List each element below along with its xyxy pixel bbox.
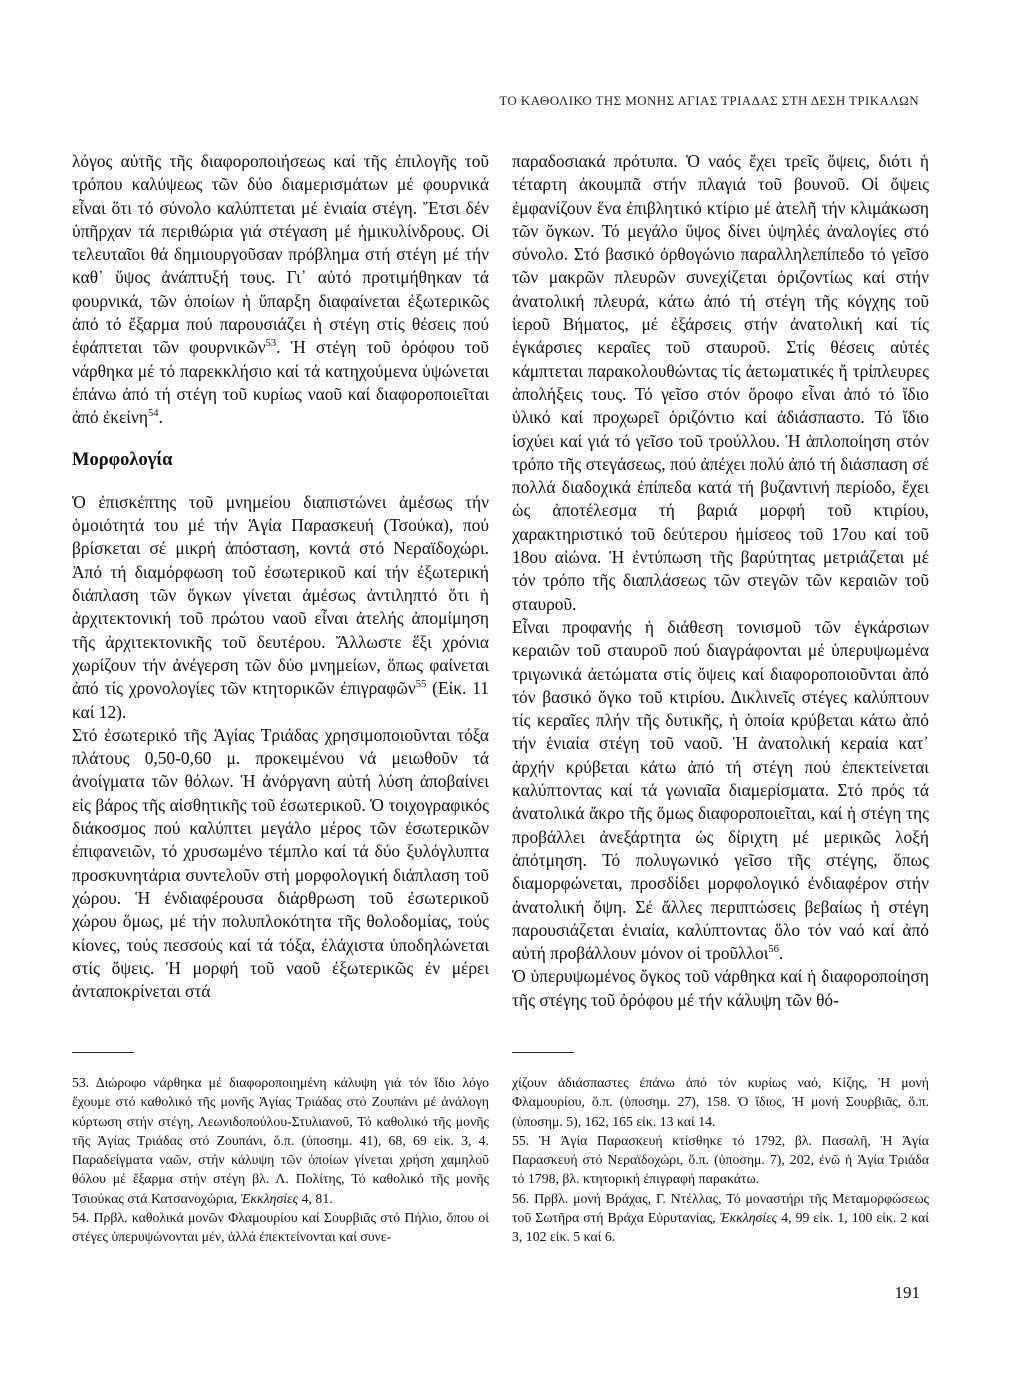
running-head: ΤΟ ΚΑΘΟΛΙΚΟ ΤΗΣ ΜΟΝΗΣ ΑΓΙΑΣ ΤΡΙΑΔΑΣ ΣΤΗ ΔΕΣΗ ΤΡΙΚΑΛΩΝ	[499, 93, 919, 108]
footnotes-left	[72, 1073, 489, 1247]
footnote-text: 53. Διώροφο νάρθηκα μέ διαφοροποιημένη κάλυψη γιά τόν ἴδιο λόγο ἔχουμε στό καθολικό τῆς μονῆς Ἁγίας Τριάδας στό Ζουπάνι μέ ἀνάλογη κύρτωση στήν στέγη, Λεωνιδοπούλου-Στυλιανοῦ, Τό καθολικό τῆς μονῆς τῆς Ἁγίας Τριάδας στό Ζουπάνι, ὅ.π. (ὑποσημ. 41), 68, 69 εἰκ. 3, 4. Παραδείγματα ναῶν, στήν κάλυψη τῶν ὁποίων γίνεται χρήση χαμηλοῦ θόλου μέ ἔξαρμα στήν στέγη βλ. Λ. Πολίτης, Τό καθολικό τῆς μονῆς Τσιούκας στά Κατσανοχώρια,	[72, 1075, 489, 1206]
footnote-ref-54[interactable]: 54	[147, 408, 159, 420]
footnote-56	[512, 1189, 929, 1247]
paragraph	[512, 965, 929, 1012]
left-column	[72, 150, 489, 1003]
journal-title: Ἐκκλησίες	[719, 1210, 778, 1226]
journal-title: Ἐκκλησίες	[240, 1190, 299, 1206]
paragraph-text: Στό ἐσωτερικό τῆς Ἁγίας Τριάδας χρησιμοποιοῦνται τόξα πλάτους 0,50-0,60 μ. προκειμένου νά μειωθοῦν τά ἀνοίγματα τῶν θόλων. Ἡ ἀνόργανη αὐτή λύση ἀποβαίνει εἰς βάρος τῆς αἰσθητικῆς τοῦ ἐσωτερικοῦ. Ὁ τοιχογραφικός διάκοσμος πού καλύπτει μεγάλο μέρος τῶν ἐσωτερικῶν ἐπιφανειῶν, τό χρυσωμένο τέμπλο καί τά δύο ξυλόγλυπτα προσκυνητάρια συντελοῦν στή μορφολογική διάπλαση τοῦ χώρου. Ἡ ἐνδιαφέρουσα διάρθρωση τοῦ ἐσωτερικοῦ χώρου ὅμως, μέ τήν πολυπλοκότητα τῆς θολοδομίας, τούς κίονες, τούς πεσσούς καί τά τόξα, ἐλάχιστα ὑποδηλώνεται στίς ὄψεις. Ἡ μορφή τοῦ ναοῦ ἐξωτερικῶς ἐν μέρει ἀνταποκρίνεται στά	[72, 724, 489, 1002]
footnote-54-continued: χίζουν ἀδιάσπαστες ἐπάνω ἀπό τόν κυρίως ναό, Κίζης, Ἡ μονή Φλαμουρίου, ὅ.π. (ὑποσημ. 27), 158. Ὁ ἴδιος, Ἡ μονή Σουρβιᾶς, ὅ.π. (ὑποσημ. 5), 162, 165 εἰκ. 13 καί 14.	[512, 1075, 929, 1129]
footnote-53	[72, 1073, 489, 1208]
right-column	[512, 150, 929, 1012]
paragraph-text: .	[778, 943, 784, 964]
footnote-ref-53[interactable]: 53	[265, 338, 277, 350]
footnote-rule	[512, 1052, 574, 1053]
paragraph	[512, 150, 929, 616]
paragraph-text: λόγος αὐτῆς τῆς διαφοροποιήσεως καί τῆς ἐπιλογῆς τοῦ τρόπου καλύψεως τῶν δύο διαμερισμάτων μέ φουρνικά εἶναι ὅτι τό σύνολο καλύπτεται μέ ἑνιαία στέγη. Ἔτσι δέν ὑπῆρχαν τά περιθώρια γιά στέγαση μέ ἡμικυλίνδρους. Οἱ τελευταῖοι θά δημιουργοῦσαν πρόβλημα στή στέγη μέ τήν καθ᾽ ὕψος ἀνάπτυξή τους. Γι᾽ αὐτό προτιμήθηκαν τά φουρνικά, τῶν ὁποίων ἡ ὕπαρξη διαφαίνεται ἐξωτερικῶς ἀπό τό ἔξαρμα πού παρουσιάζει ἡ στέγη στίς θέσεις πού ἐφάπτεται τῶν φουρνικῶν	[72, 151, 489, 358]
paragraph-text: παραδοσιακά πρότυπα. Ὁ ναός ἔχει τρεῖς ὄψεις, διότι ἡ τέταρτη ἀκουμπᾶ στήν πλαγιά τοῦ βουνοῦ. Οἱ ὄψεις ἐμφανίζουν ἕνα ἐπιβλητικό κτίριο μέ ἀτελῆ τήν κλιμάκωση τῶν ὄγκων. Τό μεγάλο ὕψος δίνει ὑψηλές ἀναλογίες στό σύνολο. Στό βασικό ὀρθογώνιο παραλληλεπίπεδο τό γεῖσο τῶν μακρῶν πλευρῶν συνεχίζεται ὁριζοντίως καί στήν ἀνατολική πλευρά, κάτω ἀπό τή στέγη τῆς κόγχης τοῦ ἱεροῦ Βήματος, μέ ἐξάρσεις στήν ἀνατολική καί τίς ἐγκάρσιες κεραῖες τοῦ σταυροῦ. Στίς θέσεις αὐτές κάμπτεται παρακολουθώντας τίς ἀετωματικές ἤ τρίπλευρες ἀπολήξεις τους. Τό γεῖσο στόν ὄροφο εἶναι ἀπό τό ἴδιο ὑλικό καί προχωρεῖ ὁριζόντιο καί ἀδιάσπαστο. Τό ἴδιο ἰσχύει καί γιά τό γεῖσο τοῦ τρούλλου. Ἡ ἁπλοποίηση στόν τρόπο τῆς στεγάσεως, πού ἀπέχει πολύ ἀπό τή διάσπαση σέ πολλά διαδοχικά ἐπίπεδα κατά τή βυζαντινή περίοδο, ἔχει ὡς ἀποτέλεσμα τή βαριά μορφή τοῦ κτιρίου, χαρακτηριστικό τοῦ δεύτερου ἡμίσεος τοῦ 17ου καί τοῦ 18ου αἰώνα. Ἡ ἐντύπωση τῆς βαρύτητας μετριάζεται μέ τόν τρόπο τῆς διαπλάσεως τῶν στεγῶν τῶν κεραιῶν τοῦ σταυροῦ.	[512, 151, 929, 614]
paragraph-text: (Εἰκ. 11 καί 12).	[72, 678, 489, 722]
paragraph-text: Ὁ ὑπερυψωμένος ὄγκος τοῦ νάρθηκα καί ἡ διαφοροποίηση τῆς στέγης τοῦ ὀρόφου μέ τήν κάλυψη τῶν θό-	[512, 966, 929, 1010]
paragraph	[72, 150, 489, 430]
paragraph-text: Εἶναι προφανής ἡ διάθεση τονισμοῦ τῶν ἐγκάρσιων κεραιῶν τοῦ σταυροῦ πού διαγράφονται μέ ὑπερυψωμένα τριγωνικά ἀετώματα στίς ὄψεις καί διαφοροποιοῦνται ἀπό τόν βασικό ὄγκο τοῦ κτιρίου. Δικλινεῖς στέγες καλύπτουν τίς κεραῖες πλήν τῆς δυτικῆς, ἡ ὁποία κρύβεται κάτω ἀπό τήν ἑνιαία στέγη τοῦ ναοῦ. Ἡ ἀνατολική κεραία κατ᾽ ἀρχήν κρύβεται κάτω ἀπό τή στέγη πού ἐπεκτείνεται καλύπτοντας καί τά γωνιαῖα διαμερίσματα. Στό πρός τά ἀνατολικά ἄκρο τῆς ὅμως διαφοροποιεῖται, καί ἡ στέγη της προβάλλει ἀνεξάρτητα ὡς δίριχτη μέ μερικῶς λοξή ἀπότμηση. Τό πολυγωνικό γεῖσο τῆς στέγης, ὅπως διαμορφώνεται, προσδίδει μορφολογικό ἐνδιαφέρον στήν ἀνατολική ὄψη. Σέ ἄλλες περιπτώσεις βεβαίως ἡ στέγη παρουσιάζεται ἑνιαία, καλύπτοντας ὅλο τόν ναό καί ἀπό αὐτή προβάλλουν μόνον οἱ τροῦλλοι	[512, 616, 929, 964]
footnote-ref-55[interactable]: 55	[415, 679, 427, 691]
paragraph-text: Ὁ ἐπισκέπτης τοῦ μνημείου διαπιστώνει ἀμέσως τήν ὁμοιότητά του μέ τήν Ἁγία Παρασκευή (Τσούκα), πού βρίσκεται σέ μικρή ἀπόσταση, κοντά στό Νεραϊδοχώρι. Ἀπό τή διαμόρφωση τοῦ ἐσωτερικοῦ καί τήν ἐξωτερική διάπλαση τῶν ὄγκων γίνεται ἀμέσως ἀντιληπτό ὅτι ἡ ἀρχιτεκτονική τοῦ πρώτου ναοῦ εἶναι ἀτελής ἀπομίμηση τῆς ἀρχιτεκτονικῆς τοῦ δευτέρου. Ἄλλωστε ἕξι χρόνια χωρίζουν τήν ἀνέγερση τῶν δύο μνημείων, ὅπως φαίνεται ἀπό τίς χρονολογίες τῶν κτητορικῶν ἐπιγραφῶν	[72, 491, 489, 699]
section-heading: Μορφολογία	[72, 449, 173, 470]
footnote-text: 4, 99 εἰκ. 1, 100 εἰκ. 2 καί 3, 102 εἰκ. 5 καί 6.	[512, 1210, 929, 1245]
page-number: 191	[894, 1283, 920, 1302]
footnote-rule	[72, 1052, 134, 1053]
footnote-text: 56. Πρβλ. μονή Βράχας, Γ. Ντέλλας, Τό μοναστήρι τῆς Μεταμορφώσεως τοῦ Σωτῆρα στή Βράχα Εὐρυτανίας,	[512, 1190, 929, 1226]
footnote-ref-56[interactable]: 56	[768, 944, 779, 956]
paragraph	[72, 491, 489, 724]
paragraph-text: .	[158, 407, 163, 428]
paragraph	[72, 724, 489, 1004]
footnote-text: 4, 81.	[298, 1190, 333, 1206]
footnote-55: 55. Ἡ Ἁγία Παρασκευή κτίσθηκε τό 1792, βλ. Πασαλῆ, Ἡ Ἁγία Παρασκευή στό Νεραϊδοχώρι, ὅ.π. (ὑποσημ. 7), 202, ἐνῶ ἡ Ἁγία Τριάδα τό 1798, βλ. κτητορική ἐπιγραφή παρακάτω.	[512, 1132, 929, 1187]
footnotes-right	[512, 1073, 929, 1247]
paragraph	[512, 616, 929, 965]
footnote-54: 54. Πρβλ. καθολικά μονῶν Φλαμουρίου καί Σουρβιᾶς στό Πήλιο, ὅπου οἱ στέγες ὑπερυψώνονται μέν, ἀλλά ἐπεκτείνονται καί συνε-	[72, 1210, 489, 1245]
paragraph-text: . Ἡ στέγη τοῦ ὀρόφου τοῦ νάρθηκα μέ τό παρεκκλήσιο καί τά κατηχούμενα ὑψώνεται ἐπάνω ἀπό τή στέγη τοῦ κυρίως ναοῦ καί διαφοροποιεῖται ἀπό ἐκείνη	[72, 337, 489, 428]
